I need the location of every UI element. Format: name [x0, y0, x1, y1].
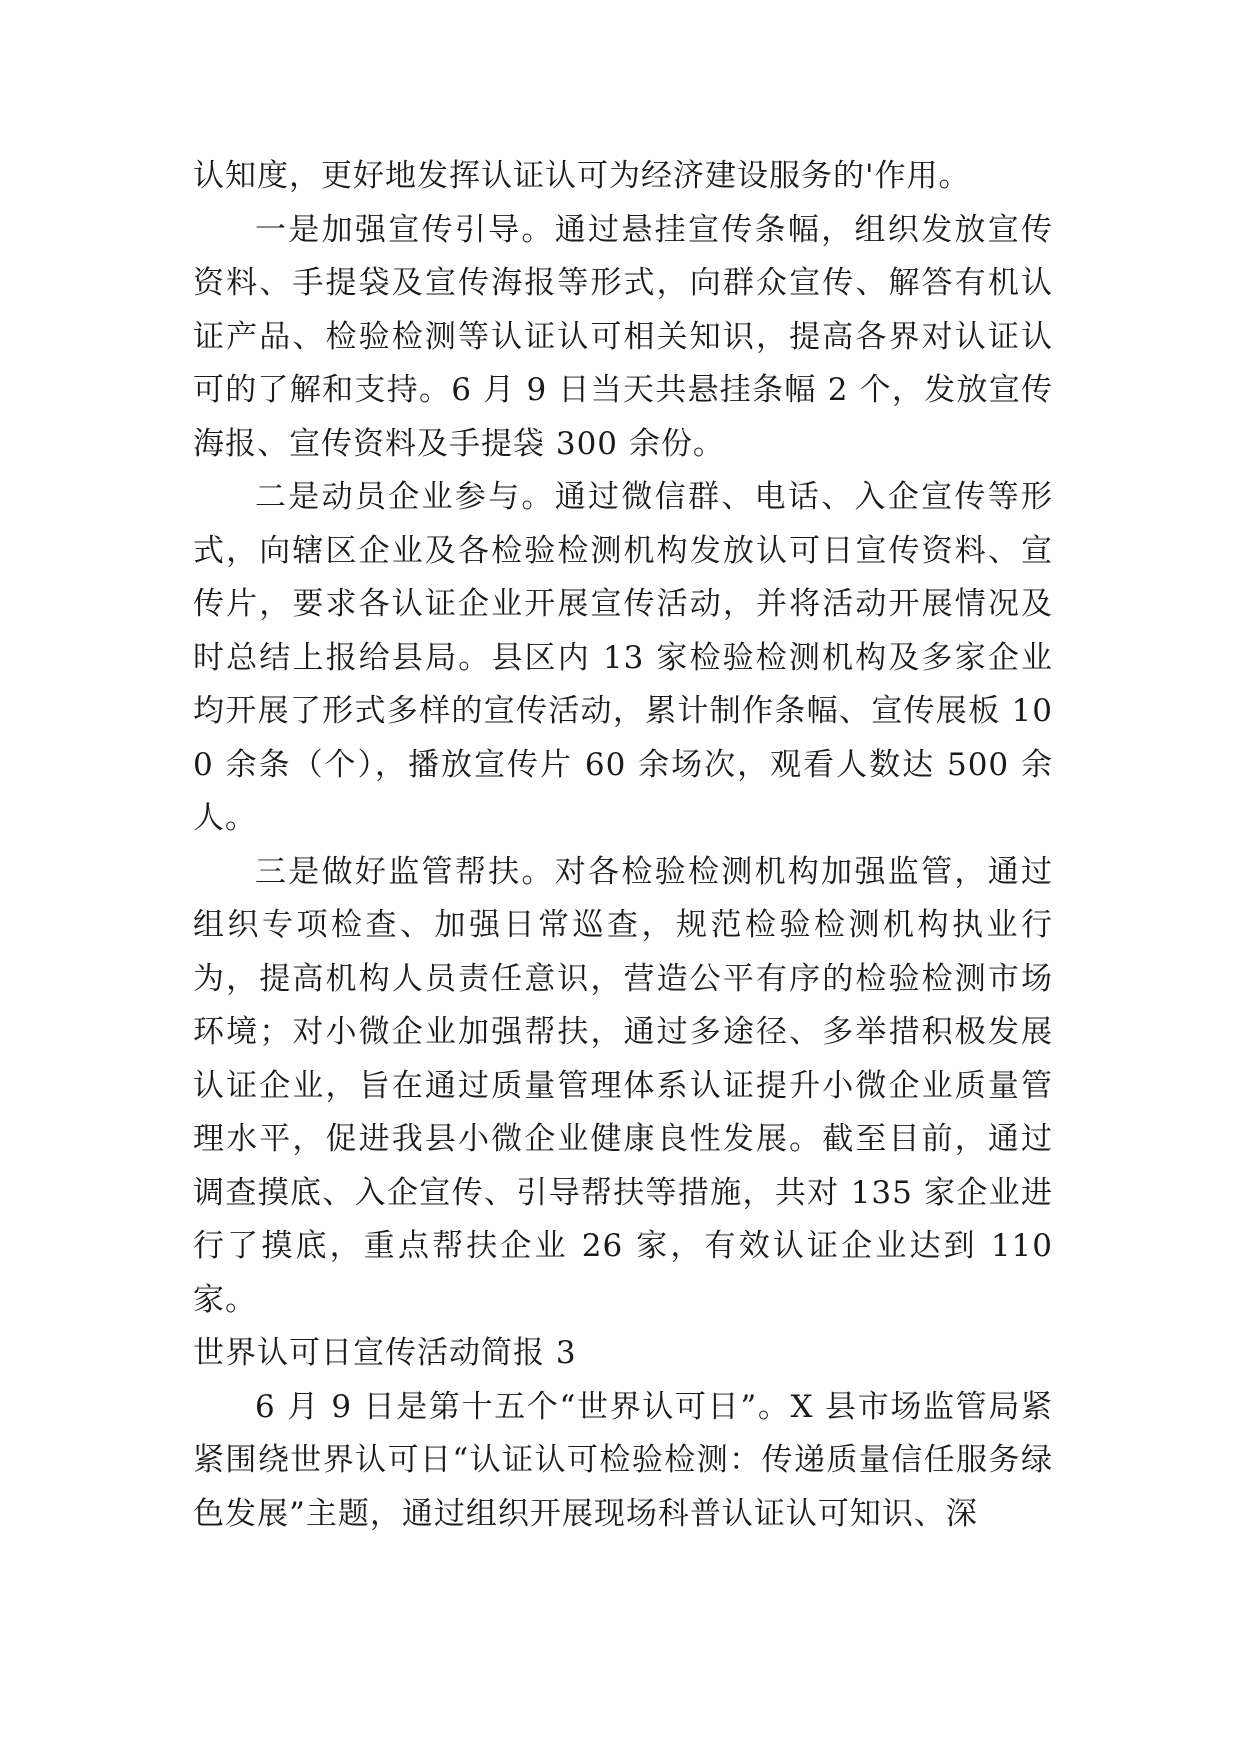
section-heading: 世界认可日宣传活动简报 3 — [193, 1335, 577, 1371]
paragraph-continuation: 认知度，更好地发挥认证认可为经济建设服务的'作用。 — [193, 158, 971, 194]
paragraph-supervision-support: 三是做好监管帮扶。对各检验检测机构加强监管，通过组织专项检查、加强日常巡查，规范检验检测机构执业行为，提高机构人员责任意识，营造公平有序的检验检测市场环境；对小微企业加强帮扶，通过多途径、多举措积极发展认证企业，旨在通过质量管理体系认证提升小微企业质量管理水平，促进我县小微企业健康良性发展。截至目前，通过调查摸底、入企宣传、引导帮扶等措施，共对 135 家企业进行了摸底，重点帮扶企业 26 家，有效认证企业达到 110 家。 — [193, 853, 1053, 1318]
paragraph-world-accreditation-day: 6 月 9 日是第十五个“世界认可日”。X 县市场监管局紧紧围绕世界认可日“认证认可检验检测：传递质量信任服务绿色发展”主题，通过组织开展现场科普认证认可知识、深 — [193, 1388, 1053, 1532]
paragraph-enterprise-participation: 二是动员企业参与。通过微信群、电话、入企宣传等形式，向辖区企业及各检验检测机构发放认可日宣传资料、宣传片，要求各认证企业开展宣传活动，并将活动开展情况及时总结上报给县局。县区内 13 家检验检测机构及多家企业均开展了形式多样的宣传活动，累计制作条幅、宣传展板 100 余条（个），播放宣传片 60 余场次，观看人数达 500 余人。 — [193, 479, 1053, 836]
document-body — [193, 150, 1053, 1541]
paragraph-publicity-guidance: 一是加强宣传引导。通过悬挂宣传条幅，组织发放宣传资料、手提袋及宣传海报等形式，向群众宣传、解答有机认证产品、检验检测等认证认可相关知识，提高各界对认证认可的了解和支持。6 月 9 日当天共悬挂条幅 2 个，发放宣传海报、宣传资料及手提袋 300 余份。 — [193, 211, 1053, 462]
